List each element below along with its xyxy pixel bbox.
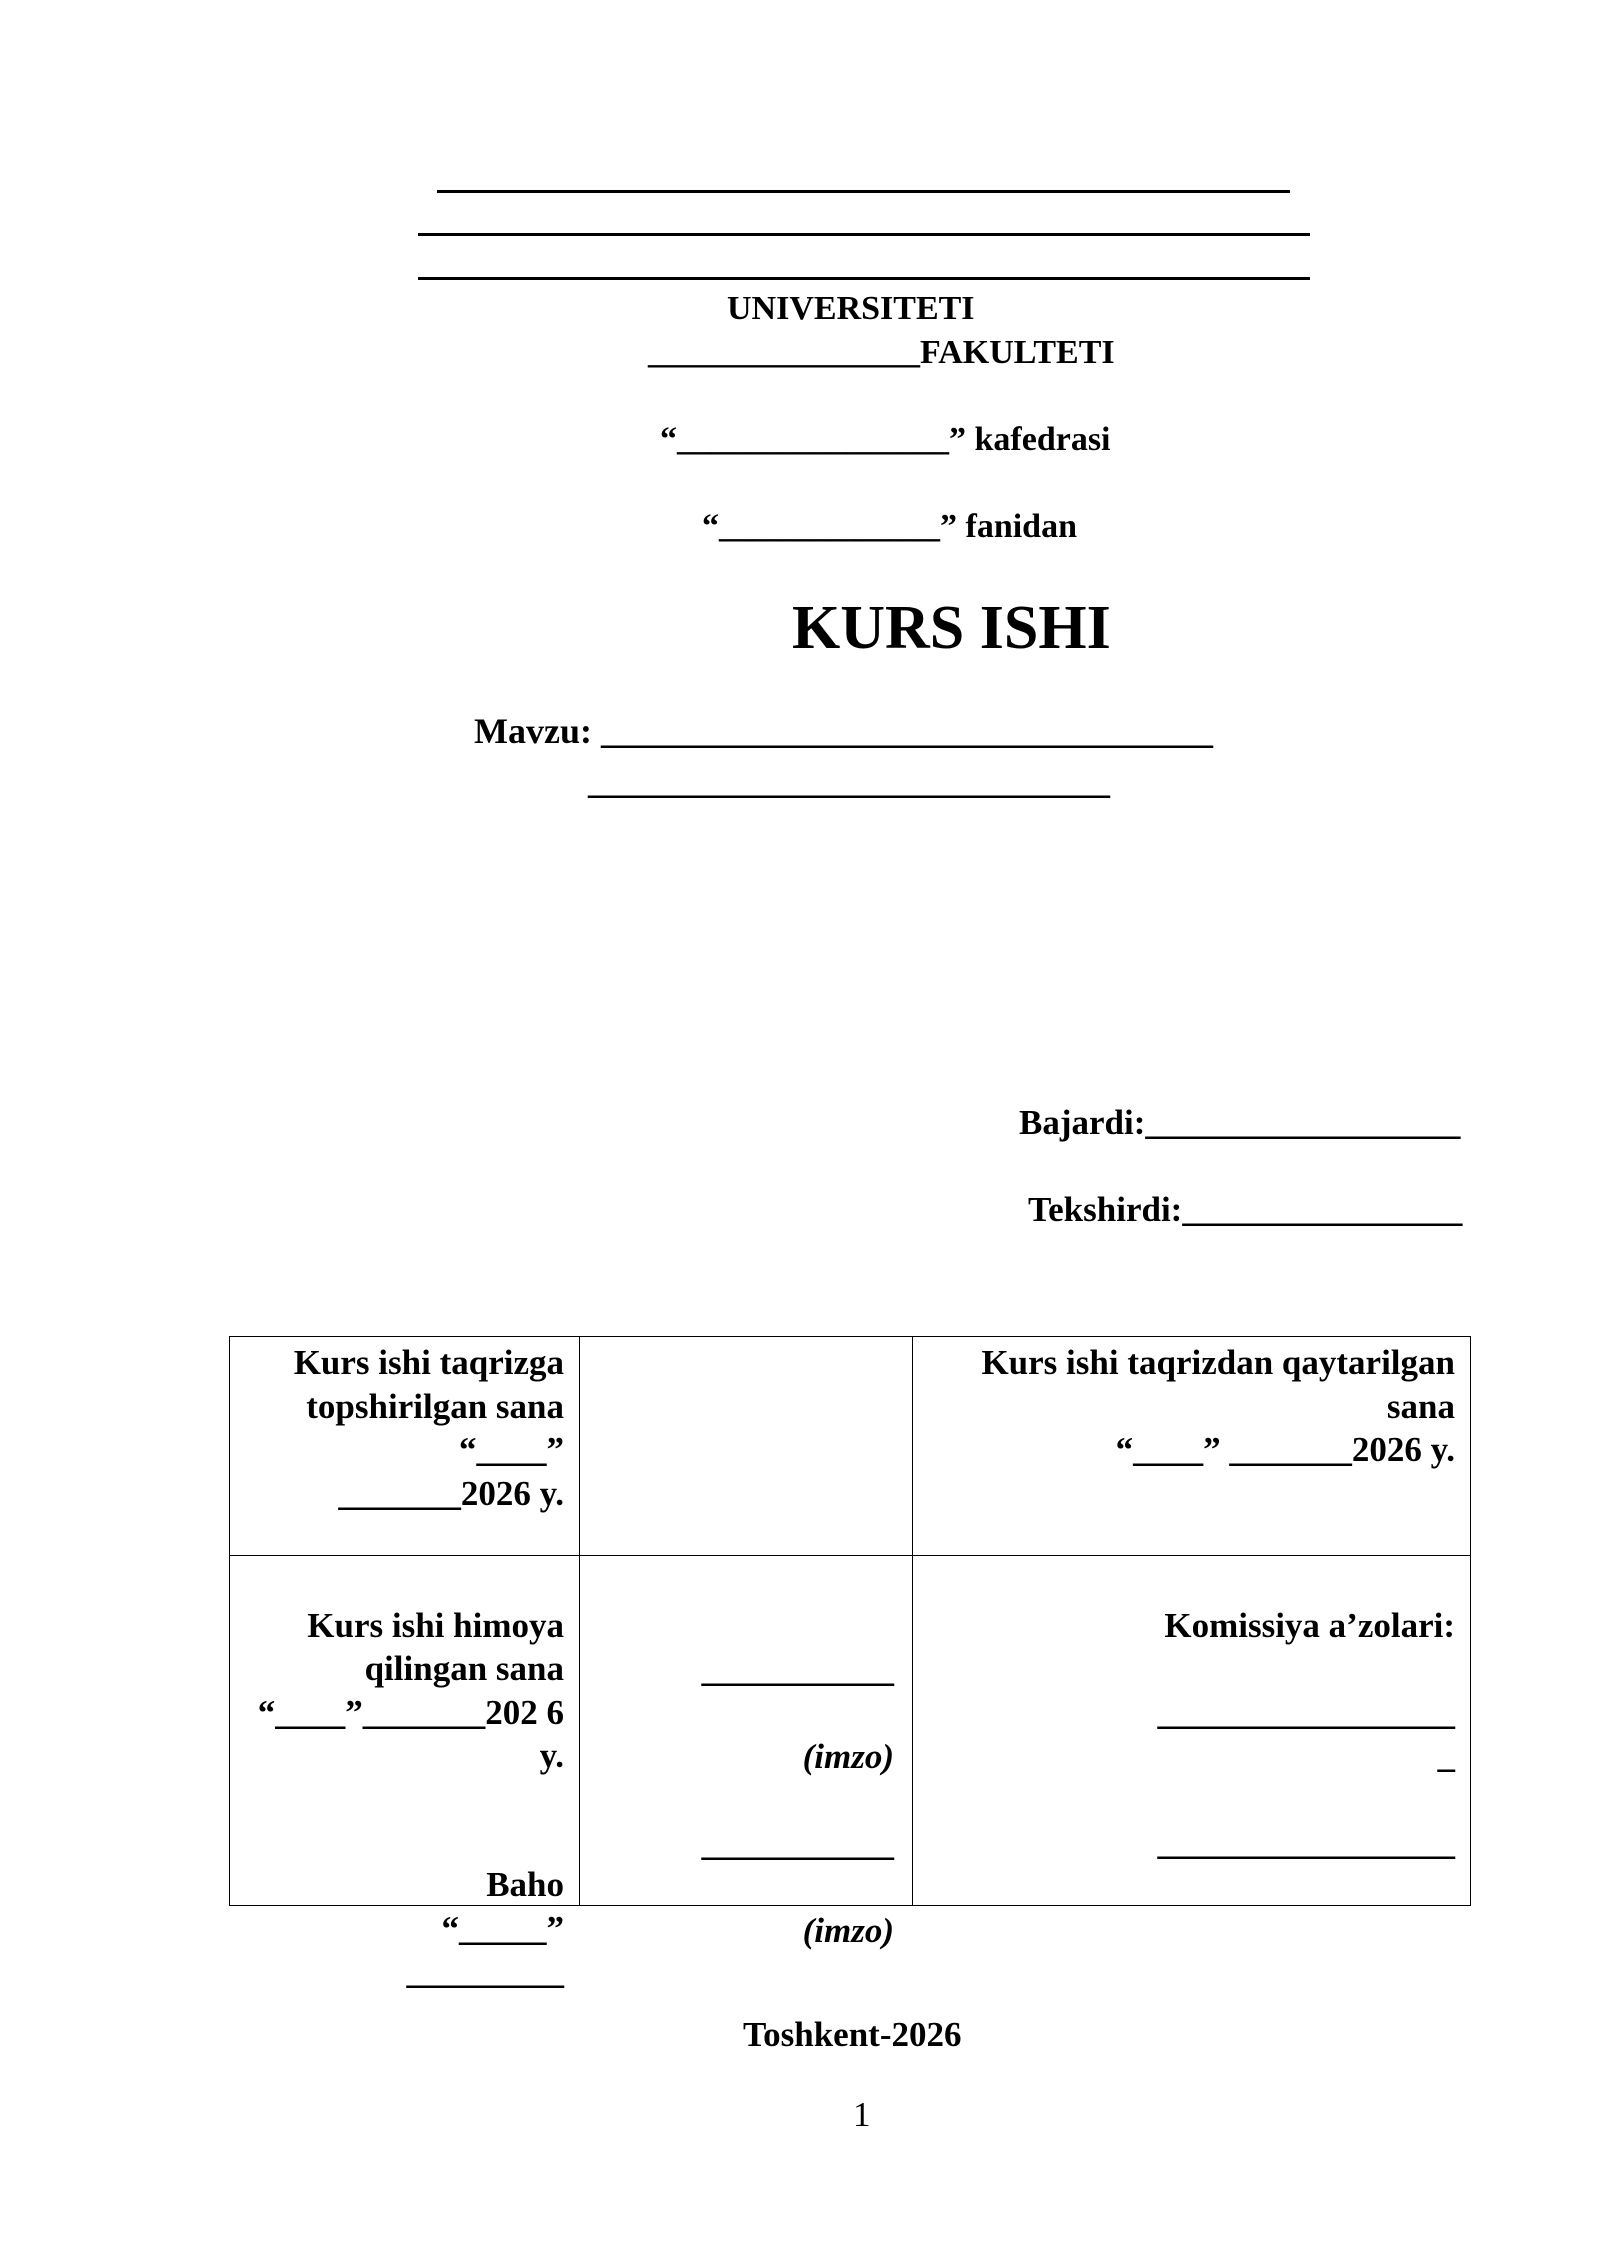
returned-date-cell: Kurs ishi taqrizdan qaytarilgan sana “____” _______2026 y. [912, 1336, 1471, 1556]
signature-label-1: (imzo) [802, 1736, 894, 1776]
city-year: Toshkent-2026 [743, 2015, 962, 2054]
commission-line-2: _________________ [1157, 1823, 1455, 1862]
document-title: KURS ISHI [792, 594, 1111, 662]
commission-cell [912, 1555, 1471, 1906]
signature-line-2: ___________ [701, 1823, 894, 1863]
blank-cell [579, 1336, 913, 1556]
topic-second-line: _____________________________ [588, 761, 1110, 801]
signature-cell [579, 1555, 913, 1950]
faculty-line: ________________FAKULTETI [648, 334, 1115, 371]
grade-text: Baho “_____” _________ [406, 1865, 564, 1991]
header-blank-line-1 [437, 190, 1290, 193]
topic-line: Mavzu: __________________________________ [474, 711, 1213, 751]
header-blank-line-2 [418, 233, 1310, 236]
performed-by-line: Bajardi:__________________ [1019, 1103, 1461, 1142]
signature-label-2: (imzo) [802, 1910, 894, 1950]
defense-cell [229, 1555, 580, 1991]
commission-line-1: _________________ _ [1157, 1692, 1455, 1775]
university-title: UNIVERSITETI [727, 290, 975, 327]
defended-date-text: Kurs ishi himoya qilingan sana “____”_______202 6 y. [257, 1605, 564, 1775]
subject-line: “_____________” fanidan [702, 508, 1077, 545]
signature-line-1: ___________ [701, 1649, 894, 1689]
header-blank-line-3 [418, 277, 1310, 280]
commission-label: Komissiya a’zolari: [1164, 1605, 1455, 1645]
checked-by-line: Tekshirdi:________________ [1028, 1190, 1463, 1229]
page-number: 1 [853, 2095, 871, 2134]
department-line: “________________” kafedrasi [660, 421, 1111, 458]
submitted-date-cell: Kurs ishi taqrizga topshirilgan sana “____” _______2026 y. [229, 1336, 580, 1556]
